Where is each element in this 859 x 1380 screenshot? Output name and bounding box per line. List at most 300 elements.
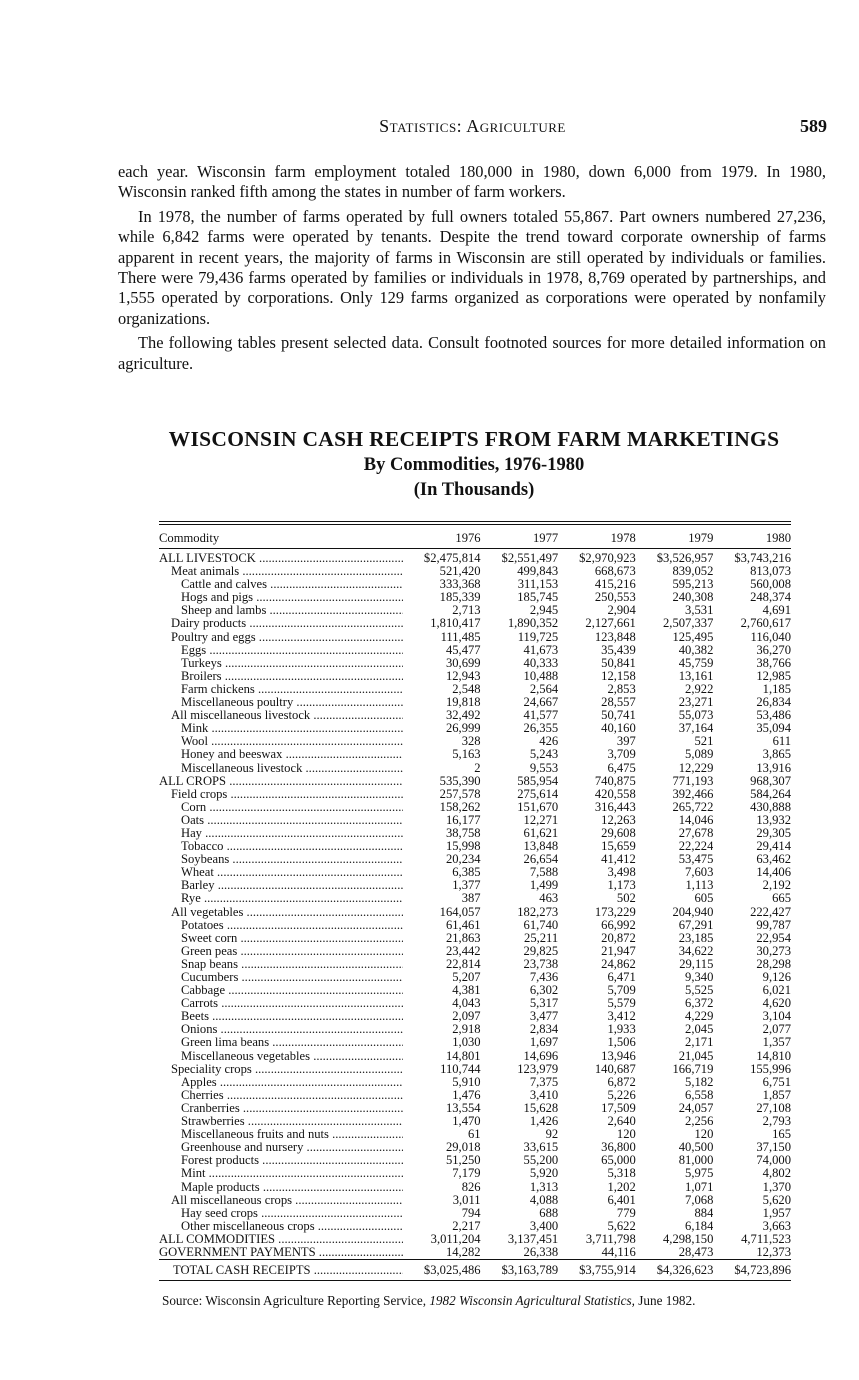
row-label	[159, 1036, 403, 1049]
cell-value: 40,333	[523, 656, 559, 670]
cell-value: 38,766	[756, 656, 791, 670]
cell-value: 560,008	[750, 578, 791, 592]
cell-value: 28,298	[756, 957, 791, 971]
table-top-rule	[159, 521, 791, 522]
table-row	[159, 1023, 791, 1036]
row-label	[159, 984, 403, 997]
cell-value: 740,875	[594, 774, 636, 788]
column-header: 1980	[765, 530, 791, 545]
row-label	[159, 971, 403, 984]
cell-value: 99,787	[756, 918, 791, 932]
row-label-text: Miscellaneous vegetables .....	[181, 1050, 403, 1063]
row-label	[159, 1089, 403, 1102]
cell-value: 15,998	[445, 840, 481, 854]
cell-value: 15,659	[601, 840, 636, 854]
cell-value: 2,171	[685, 1036, 714, 1050]
table-row	[159, 1063, 791, 1076]
row-label-text: Tobacco .....	[181, 840, 403, 853]
cell-value: 25,211	[524, 931, 559, 945]
table-row	[159, 762, 791, 775]
row-label	[159, 1128, 403, 1141]
row-label-text: Sweet corn .....	[181, 932, 403, 945]
row-label-text: Poultry and eggs .....	[171, 631, 403, 644]
cell-value: 40,160	[601, 722, 636, 736]
cell-value: 13,932	[756, 813, 791, 827]
table-row	[159, 1246, 791, 1260]
cell-value: 29,305	[756, 826, 791, 840]
cell-value: 55,073	[678, 709, 714, 723]
cell-value: 40,382	[678, 643, 714, 657]
cell-value: 3,410	[529, 1088, 559, 1102]
row-label	[159, 735, 403, 748]
row-label-text: Hogs and pigs .....	[181, 591, 403, 604]
cell-value: 44,116	[601, 1245, 636, 1259]
row-label-text: Miscellaneous livestock .....	[181, 762, 403, 775]
cell-value: 61,461	[445, 918, 481, 932]
cell-value: 463	[539, 892, 559, 906]
table-row	[159, 801, 791, 814]
row-label	[159, 814, 403, 827]
cell-value: 521,420	[439, 565, 481, 579]
row-label-text: Green peas .....	[181, 945, 403, 958]
cell-value: 521	[694, 735, 714, 749]
table-row	[159, 565, 791, 578]
row-label	[159, 696, 403, 709]
cell-value: 14,406	[756, 866, 791, 880]
cell-value: 7,588	[529, 866, 559, 880]
total-value: $3,163,789	[481, 1260, 559, 1279]
row-label	[159, 866, 403, 879]
row-label	[159, 1141, 403, 1154]
cell-value: 420,558	[594, 787, 636, 801]
row-label-text: Barley .....	[181, 879, 403, 892]
table-row	[159, 735, 791, 748]
cell-value: 6,184	[685, 1219, 714, 1233]
cell-value: 33,615	[523, 1141, 559, 1155]
row-label	[159, 1063, 403, 1076]
row-label-text: Soybeans .....	[181, 853, 403, 866]
cell-value: 12,229	[678, 761, 714, 775]
cell-value: 771,193	[672, 774, 714, 788]
cell-value: 34,622	[678, 944, 714, 958]
row-label-text: Meat animals .....	[171, 565, 403, 578]
cell-value: 29,018	[445, 1141, 481, 1155]
table-subtitle: By Commodities, 1976-1980	[363, 455, 585, 475]
cell-value: 22,224	[678, 840, 714, 854]
cell-value: 17,509	[601, 1101, 636, 1115]
cell-value: 1,697	[529, 1036, 559, 1050]
cell-value: $3,743,216	[734, 551, 791, 565]
cell-value: 12,985	[756, 669, 791, 683]
cell-value: 6,558	[685, 1088, 714, 1102]
row-label	[159, 892, 403, 905]
cell-value: 63,462	[756, 853, 791, 867]
table-row	[159, 958, 791, 971]
cell-value: 185,339	[439, 591, 481, 605]
cell-value: 3,400	[529, 1219, 559, 1233]
row-label-text: GOVERNMENT PAYMENTS .....	[159, 1246, 403, 1259]
cell-value: 968,307	[750, 774, 791, 788]
table-row	[159, 1115, 791, 1128]
cell-value: 499,843	[517, 565, 559, 579]
cell-value: 5,910	[452, 1075, 481, 1089]
cell-value: 37,150	[756, 1141, 791, 1155]
row-label-text: Field crops .....	[171, 788, 403, 801]
cell-value: 7,179	[452, 1167, 481, 1181]
cell-value: 5,243	[529, 748, 559, 762]
cell-value: 688	[539, 1206, 559, 1220]
table-row	[159, 892, 791, 905]
cell-value: 1,185	[762, 682, 791, 696]
cell-value: 23,271	[678, 696, 714, 710]
row-label-text: Cattle and calves .....	[181, 578, 403, 591]
cell-value: 5,622	[607, 1219, 636, 1233]
cell-value: 41,577	[523, 709, 559, 723]
cell-value: 26,999	[445, 722, 481, 736]
cell-value: 611	[772, 735, 791, 749]
cell-value: 4,229	[685, 1010, 714, 1024]
cell-value: 22,954	[756, 931, 791, 945]
cell-value: 1,476	[452, 1088, 481, 1102]
cell-value: 165	[772, 1128, 791, 1142]
cell-value: 21,863	[445, 931, 481, 945]
cell-value: 3,711,798	[585, 1232, 636, 1246]
table-row	[159, 866, 791, 879]
row-label	[159, 722, 403, 735]
row-label-text: Miscellaneous fruits and nuts .....	[181, 1128, 403, 1141]
cell-value: 24,667	[523, 696, 559, 710]
cell-value: 2,192	[762, 879, 791, 893]
cell-value: 333,368	[439, 578, 481, 592]
row-label-text: Miscellaneous poultry .....	[181, 696, 403, 709]
total-label	[159, 1260, 403, 1279]
row-label	[159, 906, 403, 919]
total-value: $3,755,914	[558, 1260, 636, 1279]
cell-value: 5,182	[685, 1075, 714, 1089]
row-label-text: Wool .....	[181, 735, 403, 748]
row-label-text: ALL COMMODITIES .....	[159, 1233, 403, 1246]
row-label-text: Hay seed crops .....	[181, 1207, 403, 1220]
cell-value: 311,153	[517, 578, 559, 592]
table-row	[159, 1010, 791, 1023]
cell-value: 55,200	[523, 1154, 559, 1168]
cell-value: 1,030	[452, 1036, 481, 1050]
cell-value: 14,046	[678, 813, 714, 827]
table-row	[159, 1154, 791, 1167]
cell-value: 668,673	[594, 565, 636, 579]
cell-value: 6,401	[607, 1193, 636, 1207]
cell-value: 12,373	[756, 1245, 791, 1259]
cell-value: 3,137,451	[507, 1232, 559, 1246]
table-row	[159, 906, 791, 919]
cell-value: 14,696	[523, 1049, 559, 1063]
cash-receipts-table	[159, 525, 791, 1278]
table-row	[159, 1128, 791, 1141]
cell-value: 26,355	[523, 722, 559, 736]
cell-value: 4,691	[762, 604, 791, 618]
row-label-text: Eggs .....	[181, 644, 403, 657]
row-label-text: Mint .....	[181, 1167, 403, 1180]
cell-value: 45,759	[678, 656, 714, 670]
cell-value: 3,498	[607, 866, 636, 880]
row-label-text: Broilers .....	[181, 670, 403, 683]
page-number: 589	[800, 116, 827, 136]
cell-value: 36,270	[756, 643, 791, 657]
cell-value: 120	[616, 1128, 636, 1142]
cell-value: 222,427	[750, 905, 791, 919]
row-label-text: Wheat .....	[181, 866, 403, 879]
cell-value: 13,916	[756, 761, 791, 775]
row-label-text: ALL LIVESTOCK .....	[159, 551, 403, 565]
cell-value: 7,068	[685, 1193, 714, 1207]
cell-value: 248,374	[750, 591, 791, 605]
cell-value: 1,499	[529, 879, 559, 893]
cell-value: 4,381	[452, 984, 481, 998]
cell-value: 12,271	[523, 813, 559, 827]
table-row	[159, 1220, 791, 1233]
cell-value: 4,298,150	[663, 1232, 714, 1246]
cell-value: 5,709	[607, 984, 636, 998]
cell-value: 5,089	[685, 748, 714, 762]
table-bottom-rule	[159, 1280, 791, 1281]
row-label-text: Cucumbers .....	[181, 971, 403, 984]
row-label	[159, 604, 403, 617]
cell-value: 22,814	[445, 957, 481, 971]
cell-value: 275,614	[517, 787, 559, 801]
table-row	[159, 997, 791, 1010]
row-label-text: Dairy products .....	[171, 617, 403, 630]
cell-value: 140,687	[594, 1062, 636, 1076]
total-value: $3,025,486	[403, 1260, 481, 1279]
row-label-text: Oats .....	[181, 814, 403, 827]
cell-value: 21,045	[678, 1049, 714, 1063]
cell-value: 1,857	[762, 1088, 791, 1102]
cell-value: 1,370	[762, 1180, 791, 1194]
row-label-text: Hay .....	[181, 827, 403, 840]
cell-value: 151,670	[517, 800, 559, 814]
cell-value: 7,436	[529, 971, 559, 984]
row-label-text: Other miscellaneous crops .....	[181, 1220, 403, 1233]
table-header-row	[159, 525, 791, 549]
intro-paragraph-2: In 1978, the number of farms operated by full owners totaled 55,867. Part owners numbered 27,236, while 6,842 farms were operated by tenants. Despite the trend toward corporate ownership of farms apparent in recent years, the majority of farms in Wisconsin are still operated by individuals or families. There were 79,436 farms operated by families or individuals in 1978, 8,769 operated by partnerships, and 1,555 operated by corporations. Only 129 farms organized as corporations were operated by nonfamily organizations.	[118, 206, 826, 328]
cell-value: 3,011	[452, 1193, 481, 1207]
table-row	[159, 591, 791, 604]
cell-value: 35,094	[756, 722, 791, 736]
cell-value: 24,057	[678, 1101, 714, 1115]
cell-value: 41,412	[601, 853, 636, 867]
table-row	[159, 722, 791, 735]
row-label	[159, 840, 403, 853]
row-label	[159, 709, 403, 722]
cell-value: 6,872	[607, 1075, 636, 1089]
cell-value: 123,979	[517, 1062, 559, 1076]
cell-value: 20,234	[445, 853, 481, 867]
row-label	[159, 657, 403, 670]
cell-value: 1,173	[607, 879, 636, 893]
row-label	[159, 1154, 403, 1167]
cell-value: 3,011,204	[430, 1232, 481, 1246]
cell-value: 111,485	[440, 630, 481, 644]
cell-value: 1,202	[607, 1180, 636, 1194]
row-label	[159, 1050, 403, 1063]
cell-value: 116,040	[750, 630, 791, 644]
cell-value: 250,553	[594, 591, 636, 605]
table-row	[159, 840, 791, 853]
cell-value: 14,810	[756, 1049, 791, 1063]
row-label-text: Green lima beans .....	[181, 1036, 403, 1049]
row-label	[159, 853, 403, 866]
cell-value: 328	[461, 735, 481, 749]
cell-value: 204,940	[672, 905, 714, 919]
row-label-text: Sheep and lambs .....	[181, 604, 403, 617]
table-row	[159, 932, 791, 945]
cell-value: 4,620	[762, 997, 791, 1011]
table-row	[159, 631, 791, 644]
cell-value: 29,414	[756, 840, 791, 854]
table-row	[159, 879, 791, 892]
cell-value: 2,945	[529, 604, 559, 618]
cell-value: 5,318	[607, 1167, 636, 1181]
cell-value: 584,264	[750, 787, 791, 801]
table-row	[159, 1089, 791, 1102]
cash-receipts-table-container	[159, 521, 791, 1281]
cell-value: 74,000	[756, 1154, 791, 1168]
cell-value: 13,161	[678, 669, 714, 683]
cell-value: 4,802	[762, 1167, 791, 1181]
cell-value: 61,621	[523, 826, 559, 840]
cell-value: 6,302	[529, 984, 559, 998]
cell-value: 3,709	[607, 748, 636, 762]
cell-value: 155,996	[750, 1062, 791, 1076]
table-row	[159, 657, 791, 670]
cell-value: 21,947	[601, 944, 636, 958]
cell-value: 595,213	[672, 578, 714, 592]
cell-value: 81,000	[678, 1154, 714, 1168]
cell-value: 265,722	[672, 800, 714, 814]
cell-value: 26,338	[523, 1245, 559, 1259]
row-label-text: Cabbage .....	[181, 984, 403, 997]
cell-value: 10,488	[523, 669, 559, 683]
row-label-text: Apples .....	[181, 1076, 403, 1089]
cell-value: 12,943	[445, 669, 481, 683]
cell-value: 7,375	[529, 1075, 559, 1089]
cell-value: 2,640	[607, 1115, 636, 1129]
cell-value: 1,506	[607, 1036, 636, 1050]
cell-value: 240,308	[672, 591, 714, 605]
row-label	[159, 644, 403, 657]
table-row	[159, 670, 791, 683]
row-label-text: Potatoes .....	[181, 919, 403, 932]
cell-value: 13,554	[445, 1101, 481, 1115]
row-label	[159, 1181, 403, 1194]
total-value: $4,723,896	[713, 1260, 791, 1279]
column-header: 1977	[533, 530, 559, 545]
row-label-text: Onions .....	[181, 1023, 403, 1036]
table-row	[159, 748, 791, 761]
table-row	[159, 827, 791, 840]
row-label-text: Turkeys .....	[181, 657, 403, 670]
cell-value: 158,262	[439, 800, 481, 814]
cell-value: 26,654	[523, 853, 559, 867]
row-label-text: Cranberries .....	[181, 1102, 403, 1115]
row-label-text: Maple products .....	[181, 1181, 403, 1194]
total-value: $4,326,623	[636, 1260, 714, 1279]
cell-value: 1,890,352	[507, 617, 559, 631]
row-label-text: Speciality crops .....	[171, 1063, 403, 1076]
cell-value: 92	[545, 1128, 559, 1142]
row-label-text: Carrots .....	[181, 997, 403, 1010]
table-row	[159, 1194, 791, 1207]
cell-value: 1,113	[685, 879, 714, 893]
cell-value: 3,412	[607, 1010, 636, 1024]
row-label	[159, 827, 403, 840]
cell-value: 1,377	[452, 879, 481, 893]
cell-value: 23,185	[678, 931, 714, 945]
cell-value: 9,126	[762, 971, 791, 984]
row-label-text: Beets .....	[181, 1010, 403, 1023]
cell-value: 12,263	[601, 813, 636, 827]
cell-value: 6,471	[607, 971, 636, 984]
running-head: Statistics: Agriculture	[379, 116, 566, 136]
cell-value: 15,628	[523, 1101, 559, 1115]
row-label	[159, 762, 403, 775]
cell-value: 3,477	[529, 1010, 559, 1024]
table-row	[159, 1181, 791, 1194]
row-label	[159, 879, 403, 892]
cell-value: 30,273	[756, 944, 791, 958]
intro-paragraph-1: each year. Wisconsin farm employment totaled 180,000 in 1980, down 6,000 from 1979. In 1980, Wisconsin ranked fifth among the states in number of farm workers.	[118, 162, 826, 202]
row-label	[159, 591, 403, 604]
cell-value: 2,918	[452, 1023, 481, 1037]
row-label-text: Forest products .....	[181, 1154, 403, 1167]
cell-value: 120	[694, 1128, 714, 1142]
cell-value: 61	[468, 1128, 481, 1142]
row-label	[159, 565, 403, 578]
row-label	[159, 1010, 403, 1023]
cell-value: 40,500	[678, 1141, 714, 1155]
cell-value: 3,663	[762, 1219, 791, 1233]
cell-value: 30,699	[445, 656, 481, 670]
cell-value: 2,127,661	[585, 617, 636, 631]
row-label-text: Cherries .....	[181, 1089, 403, 1102]
cell-value: 65,000	[601, 1154, 636, 1168]
cell-value: 1,071	[685, 1180, 714, 1194]
cell-value: 26,834	[756, 696, 791, 710]
cell-value: 3,531	[685, 604, 714, 618]
cell-value: 1,933	[607, 1023, 636, 1037]
column-header: 1976	[455, 530, 481, 545]
cell-value: 41,673	[523, 643, 559, 657]
cell-value: 51,250	[445, 1154, 481, 1168]
total-label-text: TOTAL CASH RECEIPTS .....	[173, 1263, 403, 1277]
cell-value: 27,108	[756, 1101, 791, 1115]
cell-value: 37,164	[678, 722, 714, 736]
cell-value: 1,470	[452, 1115, 481, 1129]
cell-value: 61,740	[523, 918, 559, 932]
cell-value: 839,052	[672, 565, 714, 579]
row-label	[159, 578, 403, 591]
cell-value: 2,045	[685, 1023, 714, 1037]
row-label-text: Mink .....	[181, 722, 403, 735]
cell-value: 2,853	[607, 682, 636, 696]
source-suffix: June 1982.	[634, 1293, 696, 1308]
cell-value: 166,719	[672, 1062, 714, 1076]
cell-value: 665	[772, 892, 791, 906]
cell-value: 5,975	[685, 1167, 714, 1181]
cell-value: 14,801	[445, 1049, 481, 1063]
cell-value: 5,207	[452, 971, 481, 984]
cell-value: 535,390	[439, 774, 481, 788]
